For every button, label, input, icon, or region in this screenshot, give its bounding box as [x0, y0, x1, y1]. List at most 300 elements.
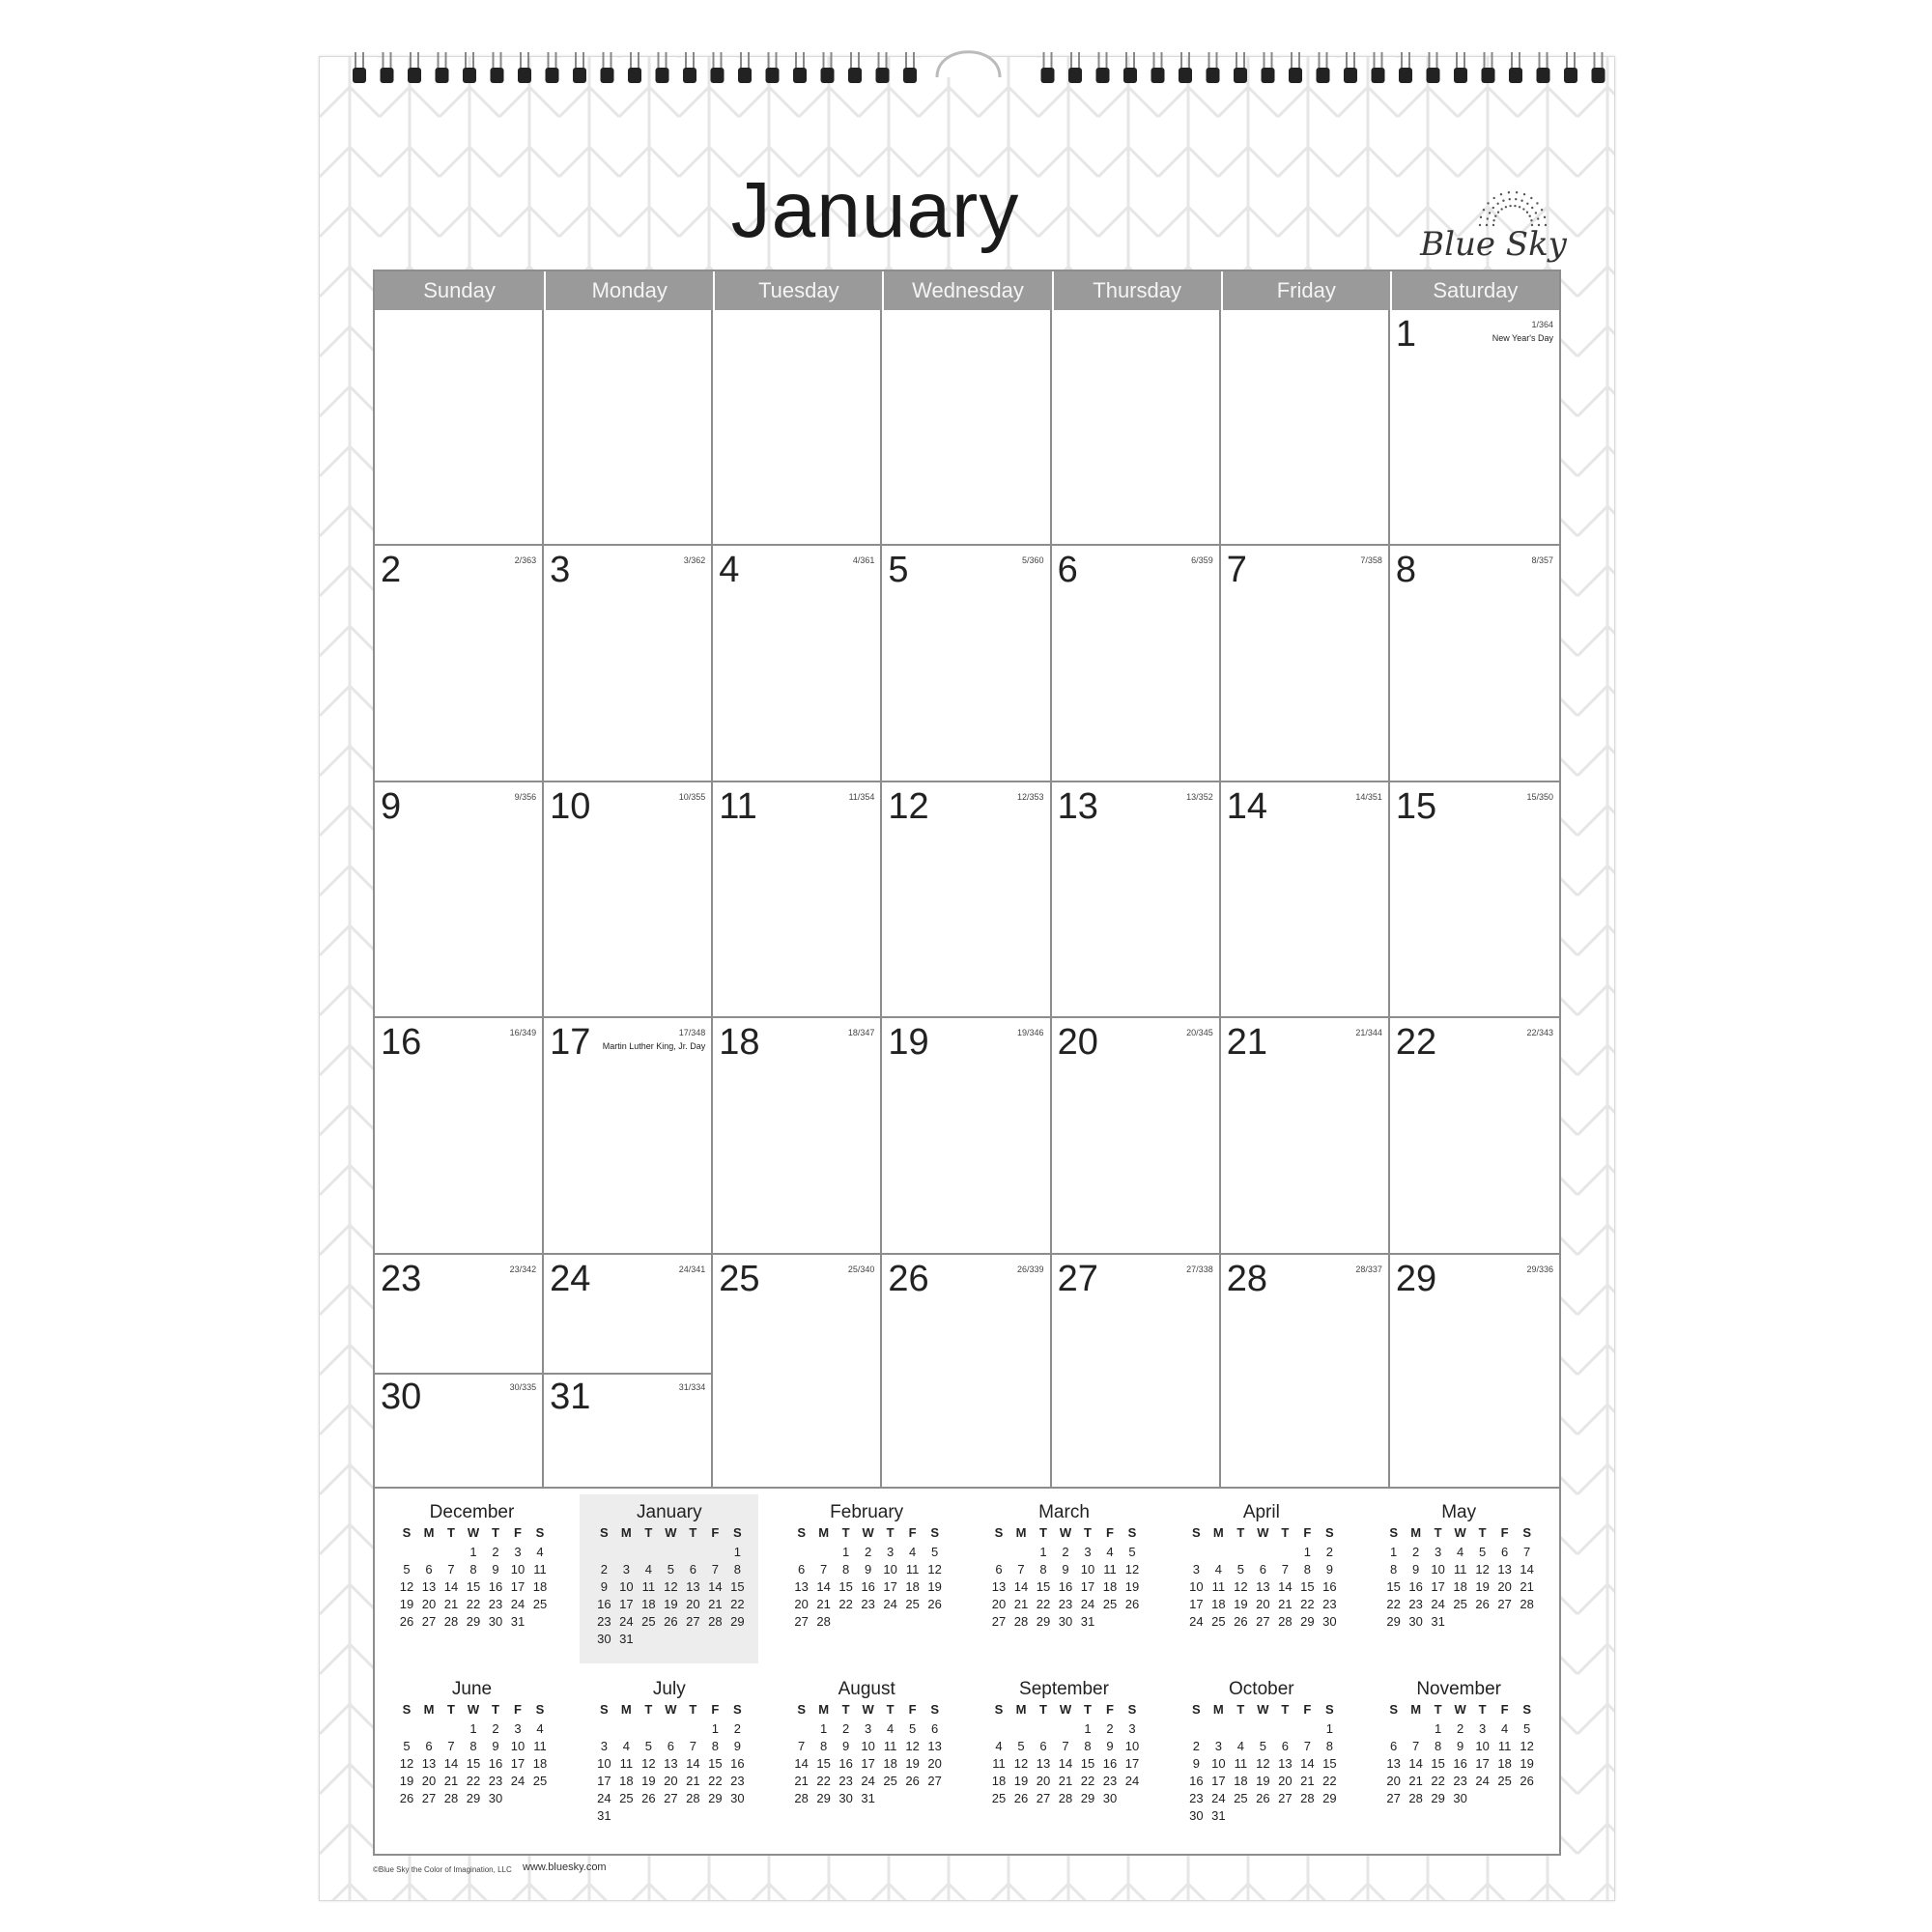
- mini-day: 5: [1523, 1721, 1531, 1736]
- pattern-chevron: [1577, 866, 1614, 925]
- mini-day: 3: [514, 1721, 522, 1736]
- mini-day: 1: [711, 1721, 719, 1736]
- mini-day: 14: [1300, 1756, 1315, 1771]
- mini-weekday: F: [1106, 1702, 1114, 1717]
- split-divider: [544, 1373, 711, 1375]
- mini-day: 3: [622, 1562, 630, 1577]
- sparkle-dot: [1494, 215, 1496, 217]
- day-cell[interactable]: [375, 782, 544, 1018]
- mini-day: 18: [883, 1756, 897, 1771]
- mini-day: 10: [861, 1739, 875, 1753]
- mini-day: 10: [597, 1756, 611, 1771]
- pattern-chevron: [979, 1884, 1038, 1900]
- mini-day: 10: [619, 1579, 634, 1594]
- mini-weekday: F: [1303, 1525, 1312, 1540]
- spiral-coil: [1592, 52, 1605, 83]
- sparkle-dot: [1500, 208, 1502, 210]
- sparkle-dot: [1536, 202, 1538, 204]
- mini-day: 18: [619, 1774, 634, 1788]
- mini-month-title: March: [1038, 1502, 1090, 1522]
- mini-day: 26: [399, 1614, 414, 1629]
- mini-day: 9: [1106, 1739, 1114, 1753]
- mini-day: 13: [794, 1579, 809, 1594]
- mini-weekday: T: [1039, 1525, 1047, 1540]
- mini-day: 7: [689, 1739, 696, 1753]
- pattern-chevron: [1577, 1584, 1614, 1644]
- mini-day: 16: [730, 1756, 745, 1771]
- mini-day: 1: [469, 1721, 477, 1736]
- day-number: 6: [1057, 550, 1078, 591]
- mini-day: 24: [510, 1774, 526, 1788]
- pattern-chevron: [320, 866, 380, 925]
- sparkle-dot: [1529, 215, 1531, 217]
- mini-weekday: S: [402, 1525, 412, 1540]
- mini-weekday: T: [841, 1525, 850, 1540]
- pattern-chevron: [1098, 87, 1158, 147]
- footer-url[interactable]: www.bluesky.com: [523, 1861, 607, 1873]
- mini-day: 17: [1431, 1579, 1445, 1594]
- pattern-chevron: [1577, 1225, 1614, 1285]
- mini-month-april: [1172, 1494, 1350, 1663]
- mini-day: 12: [1520, 1739, 1534, 1753]
- mini-day: 15: [466, 1756, 481, 1771]
- spiral-coil: [1068, 52, 1082, 83]
- pattern-chevron: [320, 1644, 380, 1704]
- pattern-chevron: [1338, 1884, 1398, 1900]
- day-cell[interactable]: [1221, 782, 1390, 1018]
- mini-weekday: M: [1212, 1525, 1224, 1540]
- sparkle-dot: [1509, 198, 1511, 200]
- mini-day: 3: [1084, 1545, 1092, 1559]
- mini-day: 7: [711, 1562, 719, 1577]
- day-cell[interactable]: [882, 1255, 1051, 1491]
- mini-day: 2: [733, 1721, 741, 1736]
- mini-day: 24: [1124, 1774, 1140, 1788]
- mini-day: 14: [1408, 1756, 1423, 1771]
- mini-day: 7: [447, 1739, 455, 1753]
- split-divider: [375, 1373, 542, 1375]
- day-cell[interactable]: [544, 546, 713, 781]
- mini-day: 15: [1431, 1756, 1445, 1771]
- mini-weekday-row: [988, 1525, 1143, 1543]
- mini-day: 1: [1039, 1545, 1047, 1559]
- spiral-coil: [1262, 52, 1275, 83]
- mini-day: 5: [931, 1545, 939, 1559]
- mini-day: 3: [887, 1545, 895, 1559]
- mini-day: 7: [1062, 1739, 1069, 1753]
- mini-day: 22: [1300, 1597, 1315, 1611]
- pattern-chevron: [1577, 1644, 1614, 1704]
- day-of-year: 25/340: [847, 1264, 875, 1274]
- mini-day: 8: [711, 1739, 719, 1753]
- pattern-chevron: [320, 506, 380, 566]
- mini-day: 1: [820, 1721, 828, 1736]
- mini-weekday-row: [1185, 1702, 1340, 1719]
- pattern-chevron: [1278, 1884, 1338, 1900]
- mini-weekday: T: [886, 1525, 895, 1540]
- mini-day: 23: [1058, 1597, 1073, 1611]
- mini-day: 30: [488, 1614, 503, 1629]
- mini-day: 21: [443, 1597, 459, 1611]
- spiral-coil: [353, 52, 366, 83]
- day-cell[interactable]: [1052, 310, 1221, 546]
- mini-day: 1: [469, 1545, 477, 1559]
- pattern-chevron: [1458, 87, 1518, 147]
- pattern-chevron: [380, 87, 440, 147]
- sparkle-dot: [1523, 193, 1525, 195]
- pattern-chevron: [320, 267, 380, 327]
- mini-weekday-row: [593, 1702, 748, 1719]
- day-of-year: 26/339: [1017, 1264, 1044, 1274]
- pattern-chevron: [979, 87, 1038, 147]
- day-cell[interactable]: [544, 310, 713, 546]
- mini-weekday: S: [1191, 1702, 1201, 1717]
- mini-weekday: S: [930, 1525, 939, 1540]
- mini-day: 17: [619, 1597, 634, 1611]
- mini-day: 4: [1457, 1545, 1464, 1559]
- spiral-coil: [793, 52, 807, 83]
- mini-day: 27: [421, 1791, 437, 1805]
- sparkle-dot: [1500, 193, 1502, 195]
- pattern-chevron: [619, 1884, 679, 1900]
- day-number: 15: [1395, 785, 1437, 827]
- pattern-chevron: [320, 1345, 380, 1405]
- day-number: 9: [381, 785, 402, 827]
- mini-day: 26: [1234, 1614, 1248, 1629]
- mini-day: 1: [733, 1545, 741, 1559]
- pattern-chevron: [1577, 1285, 1614, 1345]
- day-of-year: 10/355: [678, 791, 706, 802]
- mini-day: 29: [1036, 1614, 1051, 1629]
- mini-month-december: [383, 1494, 561, 1663]
- mini-weekday: M: [423, 1525, 435, 1540]
- mini-day: 3: [514, 1545, 522, 1559]
- mini-weekday: W: [665, 1525, 677, 1540]
- pattern-chevron: [499, 87, 559, 147]
- day-number: 31: [550, 1376, 591, 1417]
- mini-day: 5: [644, 1739, 652, 1753]
- mini-day: 18: [991, 1774, 1007, 1788]
- mini-day: 11: [905, 1562, 920, 1577]
- sparkle-dot: [1544, 216, 1546, 218]
- sparkle-dot: [1508, 191, 1510, 193]
- mini-day: 9: [492, 1739, 499, 1753]
- mini-day: 6: [667, 1739, 674, 1753]
- mini-day: 13: [1036, 1756, 1051, 1771]
- day-cell[interactable]: [713, 546, 882, 781]
- mini-day: 26: [1013, 1791, 1029, 1805]
- spiral-coil: [1399, 52, 1412, 83]
- mini-day: 8: [733, 1562, 741, 1577]
- mini-day: 29: [466, 1791, 481, 1805]
- mini-day: 13: [686, 1579, 700, 1594]
- mini-day: 6: [1390, 1739, 1398, 1753]
- day-cell[interactable]: [1390, 546, 1559, 781]
- mini-day: 11: [883, 1739, 897, 1753]
- mini-day: 15: [466, 1579, 481, 1594]
- day-of-year: 27/338: [1186, 1264, 1213, 1274]
- mini-day: 25: [1234, 1791, 1248, 1805]
- pattern-chevron: [320, 1824, 380, 1884]
- mini-day: 22: [1036, 1597, 1051, 1611]
- mini-day: 2: [492, 1721, 499, 1736]
- mini-weekday: F: [711, 1702, 720, 1717]
- pattern-chevron: [1577, 1405, 1614, 1464]
- mini-month-title: June: [451, 1679, 493, 1699]
- day-cell[interactable]: [1390, 782, 1559, 1018]
- pattern-chevron: [1577, 1704, 1614, 1764]
- mini-day: 16: [488, 1579, 503, 1594]
- day-cell[interactable]: [1390, 1255, 1559, 1491]
- pattern-chevron: [320, 87, 380, 147]
- hanger-loop: [937, 52, 1000, 77]
- mini-day: 20: [421, 1597, 437, 1611]
- mini-day: 21: [1520, 1579, 1534, 1594]
- day-cell[interactable]: [1052, 782, 1221, 1018]
- day-cell[interactable]: [1221, 310, 1390, 546]
- pattern-chevron: [440, 87, 499, 147]
- mini-day: 19: [641, 1774, 656, 1788]
- mini-day: 10: [1080, 1562, 1095, 1577]
- mini-day: 14: [1520, 1562, 1534, 1577]
- pattern-chevron: [320, 1464, 380, 1524]
- day-number: 7: [1226, 550, 1247, 591]
- mini-day: 25: [1453, 1597, 1467, 1611]
- mini-month-october: [1172, 1671, 1350, 1840]
- spiral-coil: [903, 52, 917, 83]
- pattern-chevron: [1577, 386, 1614, 446]
- mini-day: 6: [425, 1739, 433, 1753]
- mini-day: 1: [1390, 1545, 1398, 1559]
- mini-day: 1: [1325, 1721, 1333, 1736]
- day-cell[interactable]: [375, 1018, 544, 1254]
- mini-weekday: W: [1059, 1702, 1072, 1717]
- mini-day: 23: [488, 1597, 503, 1611]
- day-cell[interactable]: [882, 546, 1051, 781]
- mini-day: 28: [686, 1791, 700, 1805]
- mini-day: 8: [1303, 1562, 1311, 1577]
- mini-weekday: S: [535, 1525, 545, 1540]
- mini-weekday: T: [1281, 1702, 1290, 1717]
- spiral-coil: [876, 52, 890, 83]
- pattern-chevron: [1577, 1524, 1614, 1584]
- spiral-coil: [821, 52, 835, 83]
- mini-day: 21: [1408, 1774, 1423, 1788]
- mini-day: 27: [927, 1774, 942, 1788]
- day-cell[interactable]: [544, 1018, 713, 1254]
- pattern-chevron: [919, 1884, 979, 1900]
- day-of-year: 18/347: [847, 1028, 875, 1038]
- mini-day: 15: [1300, 1579, 1315, 1594]
- brand-name: Blue Sky: [1420, 225, 1567, 264]
- day-cell[interactable]: [1221, 1255, 1390, 1491]
- mini-weekday-row: [988, 1702, 1143, 1719]
- day-number: 22: [1395, 1022, 1437, 1064]
- day-cell[interactable]: [544, 1255, 713, 1491]
- day-of-year: 21/344: [1355, 1028, 1382, 1038]
- day-of-year: 19/346: [1017, 1028, 1044, 1038]
- mini-weekday: T: [689, 1702, 697, 1717]
- mini-weekday-row: [1383, 1702, 1538, 1719]
- sparkle-dot: [1530, 197, 1532, 199]
- mini-day: 7: [820, 1562, 828, 1577]
- day-cell[interactable]: [1390, 310, 1559, 546]
- mini-weekday: W: [665, 1702, 677, 1717]
- mini-day: 17: [1189, 1597, 1204, 1611]
- mini-day: 27: [1256, 1614, 1270, 1629]
- mini-weekday: W: [1454, 1702, 1466, 1717]
- mini-day: 31: [1080, 1614, 1095, 1629]
- pattern-chevron: [1038, 87, 1098, 147]
- mini-month-title: January: [637, 1502, 702, 1522]
- spiral-coil: [1564, 52, 1577, 83]
- day-cell[interactable]: [375, 1255, 544, 1491]
- mini-day: 23: [1408, 1597, 1423, 1611]
- day-cell[interactable]: [375, 310, 544, 546]
- mini-day: 25: [991, 1791, 1007, 1805]
- day-cell[interactable]: [1221, 546, 1390, 781]
- day-cell[interactable]: [713, 310, 882, 546]
- mini-day: 29: [1080, 1791, 1095, 1805]
- day-of-year: 8/357: [1531, 555, 1553, 566]
- pattern-chevron: [1577, 1045, 1614, 1105]
- mini-day: 27: [1386, 1791, 1401, 1805]
- mini-day: 15: [1036, 1579, 1051, 1594]
- mini-weekday: W: [862, 1525, 874, 1540]
- mini-day: 10: [883, 1562, 897, 1577]
- day-number: 3: [550, 550, 571, 591]
- spiral-coil: [1096, 52, 1110, 83]
- mini-weekday: T: [1478, 1525, 1487, 1540]
- mini-month-title: September: [1019, 1679, 1109, 1699]
- pattern-chevron: [1577, 566, 1614, 626]
- mini-day: 18: [1453, 1579, 1467, 1594]
- mini-day: 5: [909, 1721, 917, 1736]
- mini-weekday: W: [467, 1702, 480, 1717]
- mini-weekday: F: [1500, 1525, 1509, 1540]
- mini-day: 30: [1102, 1791, 1118, 1805]
- spiral-coil: [573, 52, 586, 83]
- mini-day: 25: [641, 1614, 656, 1629]
- mini-weekday-row: [1383, 1525, 1538, 1543]
- day-cell[interactable]: [882, 1018, 1051, 1254]
- sparkle-dot: [1519, 206, 1520, 208]
- mini-day: 14: [686, 1756, 700, 1771]
- day-cell[interactable]: [713, 782, 882, 1018]
- mini-weekday: T: [841, 1702, 850, 1717]
- mini-day: 13: [664, 1756, 678, 1771]
- pattern-chevron: [320, 1105, 380, 1165]
- mini-day: 22: [816, 1774, 831, 1788]
- pattern-chevron: [320, 386, 380, 446]
- pattern-chevron: [1278, 87, 1338, 147]
- mini-day: 2: [865, 1545, 872, 1559]
- spiral-coil: [738, 52, 752, 83]
- mini-day: 3: [865, 1721, 872, 1736]
- day-cell[interactable]: [1052, 1018, 1221, 1254]
- day-cell[interactable]: [375, 546, 544, 781]
- mini-month-september: [975, 1671, 1153, 1840]
- day-cell[interactable]: [713, 1018, 882, 1254]
- mini-month-title: August: [838, 1679, 895, 1699]
- day-of-year: 24/341: [678, 1264, 706, 1274]
- mini-day: 6: [798, 1562, 806, 1577]
- mini-day: 11: [619, 1756, 634, 1771]
- day-cell[interactable]: [882, 782, 1051, 1018]
- mini-day: 9: [1062, 1562, 1069, 1577]
- pattern-chevron: [320, 1584, 380, 1644]
- mini-day: 16: [1408, 1579, 1423, 1594]
- mini-month-january: [580, 1494, 758, 1663]
- day-of-year: 6/359: [1191, 555, 1213, 566]
- day-cell[interactable]: [544, 782, 713, 1018]
- sparkle-dot: [1541, 209, 1543, 211]
- pattern-chevron: [320, 806, 380, 866]
- mini-day: 2: [1192, 1739, 1200, 1753]
- mini-day: 11: [641, 1579, 656, 1594]
- mini-day: 26: [1124, 1597, 1140, 1611]
- mini-day: 16: [838, 1756, 853, 1771]
- mini-day: 24: [1431, 1597, 1445, 1611]
- mini-day: 13: [421, 1756, 437, 1771]
- spiral-coil: [1179, 52, 1192, 83]
- pattern-chevron: [1577, 87, 1614, 147]
- mini-day: 4: [1236, 1739, 1244, 1753]
- mini-day: 7: [447, 1562, 455, 1577]
- sparkle-dot: [1537, 217, 1539, 219]
- mini-day: 25: [532, 1774, 548, 1788]
- day-cell[interactable]: [713, 1255, 882, 1491]
- mini-day: 14: [708, 1579, 723, 1594]
- day-cell[interactable]: [1390, 1018, 1559, 1254]
- mini-weekday: S: [1127, 1525, 1137, 1540]
- spiral-coil: [1344, 52, 1357, 83]
- day-cell[interactable]: [1052, 546, 1221, 781]
- day-cell[interactable]: [1052, 1255, 1221, 1491]
- mini-day: 13: [421, 1579, 437, 1594]
- pattern-chevron: [1577, 985, 1614, 1045]
- day-of-year: 30/335: [509, 1381, 537, 1392]
- mini-day: 30: [488, 1791, 503, 1805]
- mini-weekday: T: [447, 1525, 455, 1540]
- mini-day: 18: [1102, 1579, 1118, 1594]
- mini-day: 4: [887, 1721, 895, 1736]
- day-number: 24: [550, 1258, 591, 1299]
- pattern-chevron: [1158, 87, 1218, 147]
- day-number: 5: [888, 550, 909, 591]
- day-of-year: 14/351: [1355, 791, 1382, 802]
- day-cell[interactable]: [1221, 1018, 1390, 1254]
- day-of-year: 16/349: [509, 1028, 537, 1038]
- mini-weekday: T: [492, 1702, 499, 1717]
- day-cell[interactable]: [882, 310, 1051, 546]
- mini-day: 27: [794, 1614, 809, 1629]
- mini-day: 3: [1435, 1545, 1442, 1559]
- mini-day: 12: [1013, 1756, 1029, 1771]
- mini-day: 19: [927, 1579, 942, 1594]
- mini-day: 13: [1386, 1756, 1401, 1771]
- sparkle-dot: [1505, 206, 1507, 208]
- mini-day: 29: [1322, 1791, 1337, 1805]
- pattern-chevron: [499, 1884, 559, 1900]
- pattern-chevron: [320, 1225, 380, 1285]
- day-number: 18: [719, 1022, 760, 1064]
- mini-day: 4: [536, 1545, 544, 1559]
- day-number: 11: [719, 785, 757, 827]
- day-of-year: 2/363: [514, 555, 537, 566]
- mini-day: 29: [1386, 1614, 1401, 1629]
- pattern-chevron: [1338, 87, 1398, 147]
